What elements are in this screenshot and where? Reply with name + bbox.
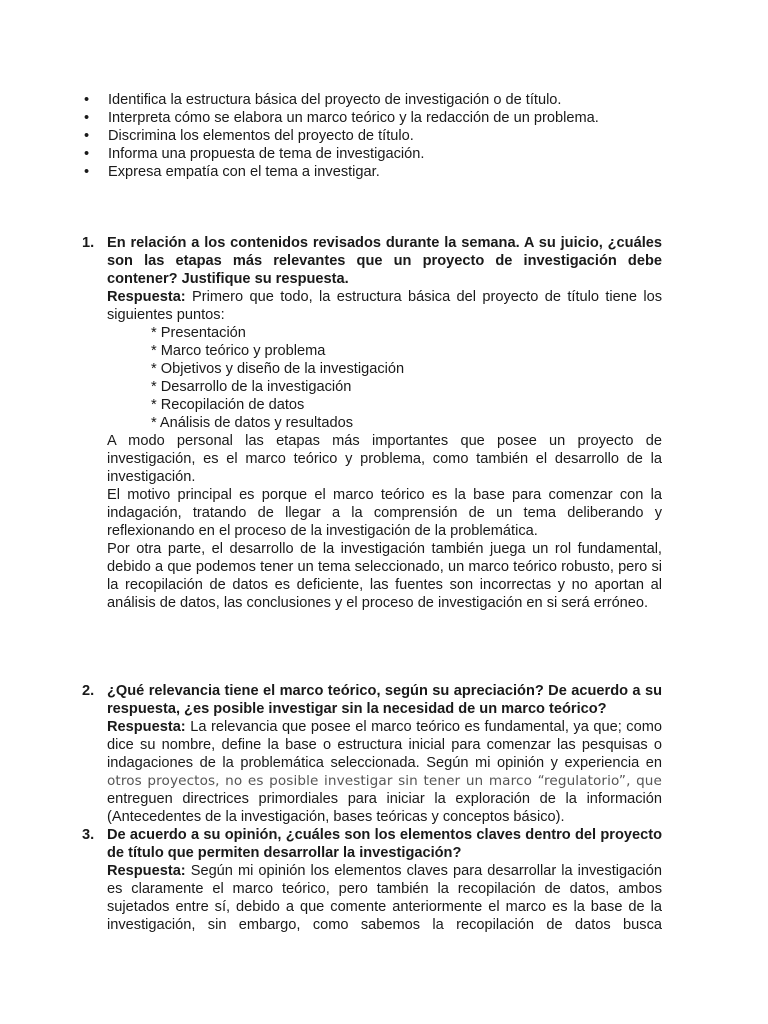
question-1-text: En relación a los contenidos revisados durante la semana. A su juicio, ¿cuáles son las etapas más relevantes que un proyecto de investigación debe contener? Justifique su respuesta. — [107, 235, 662, 287]
structure-point: * Marco teórico y problema — [151, 343, 326, 359]
question-number: 1. — [82, 235, 95, 251]
answer-paragraph: A modo personal las etapas más importantes que posee un proyecto de investigación, es el marco teórico y problema, como también el desarrollo de la investigación. — [107, 433, 662, 485]
objective-item: • Identifica la estructura básica del proyecto de investigación o de título. — [84, 91, 704, 109]
answer-3-text: Respuesta: Según mi opinión los elementos claves para desarrollar la investigación es claramente el marco teórico, pero también la recopilación de datos, ambos sujetados entre sí, debido a que comente anteriormente el marco es la base de la investigación, sin embargo, como sabemos la recopilación de datos busca — [107, 863, 662, 933]
objective-item: • Interpreta cómo se elabora un marco teórico y la redacción de un problema. — [84, 109, 704, 127]
question-3-text: De acuerdo a su opinión, ¿cuáles son los elementos claves dentro del proyecto de título que permiten desarrollar la investigación? — [107, 827, 662, 861]
structure-point: * Objetivos y diseño de la investigación — [151, 361, 405, 377]
question-2-block — [82, 682, 662, 826]
objective-item: • Expresa empatía con el tema a investigar. — [84, 163, 704, 181]
structure-point: * Desarrollo de la investigación — [151, 379, 352, 395]
objectives-list — [84, 91, 704, 181]
question-2-text: ¿Qué relevancia tiene el marco teórico, según su apreciación? De acuerdo a su respuesta, ¿es posible investigar sin la necesidad de un marco teórico? — [107, 683, 662, 717]
structure-point: * Presentación — [151, 325, 246, 341]
structure-points-list — [107, 324, 662, 432]
answer-2-text: Respuesta: La relevancia que posee el marco teórico es fundamental, ya que; como dice su nombre, define la base o estructura inicial para comenzar las pesquisas o indagaciones de la problemática seleccionada. Según mi opinión y experiencia en otros proyectos, no es posible investigar sin tener un marco “regulatorio”, que entreguen directrices primordiales para iniciar la exploración de la información (Antecedentes de la investigación, bases teóricas y conceptos básico). — [107, 719, 662, 825]
answer-label: Respuesta: — [107, 719, 186, 735]
structure-point: * Recopilación de datos — [151, 397, 305, 413]
structure-point: * Análisis de datos y resultados — [151, 415, 353, 431]
question-number: 2. — [82, 683, 95, 699]
answer-label: Respuesta: — [107, 863, 186, 879]
question-number: 3. — [82, 827, 95, 843]
question-3-block — [82, 826, 662, 934]
answer-paragraph: Por otra parte, el desarrollo de la investigación también juega un rol fundamental, debido a que podemos tener un tema seleccionado, un marco teórico robusto, pero si la recopilación de datos es deficiente, las fuentes son incorrectas y no aportan al análisis de datos, las conclusiones y el proceso de investigación en si será erróneo. — [107, 541, 662, 611]
objective-item: • Discrimina los elementos del proyecto de título. — [84, 127, 704, 145]
objective-item: • Informa una propuesta de tema de investigación. — [84, 145, 704, 163]
answer-paragraph: El motivo principal es porque el marco teórico es la base para comenzar con la indagación, tratando de llegar a la comprensión de un tema deliberando y reflexionando en el proceso de la investigación de la problemática. — [107, 487, 662, 539]
answer-1-intro: Respuesta: Primero que todo, la estructura básica del proyecto de título tiene los siguientes puntos: — [107, 289, 663, 323]
answer-label: Respuesta: — [107, 289, 186, 305]
question-1-block — [82, 234, 662, 612]
